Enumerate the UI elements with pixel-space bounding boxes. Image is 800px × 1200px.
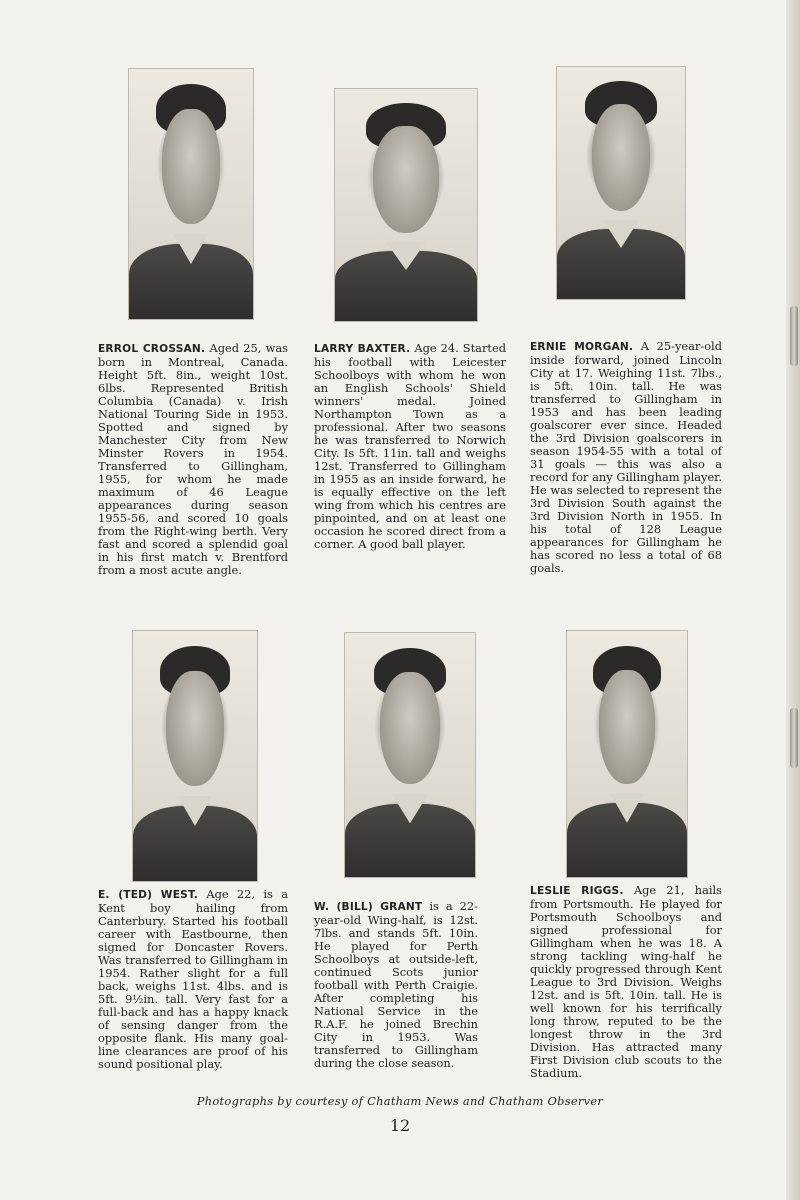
player-name: LESLIE RIGGS. [530,885,624,897]
player-bio-leslie-riggs [530,884,722,1080]
player-description: A 25-year-old inside forward, joined Lincoln City at 17. Weighing 11st. 7lbs., is 5ft. 10in. tall. He was transferred to Gillingham in 1953 and has been leading goalscorer ever since. Headed the 3rd Division goalscorers in season 1954-55 with a total of 31 goals — this was also a record for any Gillingham player. He was selected to represent the 3rd Division South against the 3rd Division North in 1955. In his total of 128 League appearances for Gillingham he has scored no less a total of 68 goals. [530,339,722,575]
player-bio-ted-west [98,888,288,1071]
player-description: Age 21, hails from Portsmouth. He played for Portsmouth Schoolboys and signed professional for Gillingham when he was 18. A strong tackling wing-half he quickly progressed through Kent League to 3rd Division. Weighs 12st. and is 5ft. 10in. tall. He is well known for his terrifically long throw, reputed to be the longest throw in the 3rd Division. Has attracted many First Division club scouts to the Stadium. [530,883,722,1080]
player-photo-ted-west [132,630,258,882]
player-name: ERROL CROSSAN. [98,343,206,355]
player-description: Aged 25, was born in Montreal, Canada. Height 5ft. 8in., weight 10st. 6lbs. Represented British Columbia (Canada) v. Irish National Touring Side in 1953. Spotted and signed by Manchester City from New Minster Rovers in 1954. Transferred to Gillingham, 1955, for whom he made maximum of 46 League appearances during season 1955-56, and scored 10 goals from the Right-wing berth. Very fast and scored a splendid goal in his first match v. Brentford from a most acute angle. [98,341,289,577]
player-bio-ernie-morgan [530,340,722,575]
staple-bottom [790,708,798,768]
photo-credit: Photographs by courtesy of Chatham News and Chatham Observer [196,1094,604,1108]
player-photo-bill-grant [344,632,476,878]
player-photo-errol-crossan [128,68,254,320]
player-bio-errol-crossan [98,342,288,577]
player-name: ERNIE MORGAN. [530,341,634,353]
player-name: W. (BILL) GRANT [314,901,423,913]
player-description: Age 22, is a Kent boy hailing from Canterbury. Started his football career with Eastbourne, then signed for Doncaster Rovers. Was transferred to Gillingham in 1954. Rather slight for a full back, weighs 11st. 4lbs. and is 5ft. 9½in. tall. Very fast for a full-back and has a happy knack of sensing danger from the opposite flank. His many goal-line clearances are proof of his sound positional play. [98,887,288,1071]
player-name: E. (TED) WEST. [98,889,198,901]
player-photo-leslie-riggs [566,630,688,878]
binding-spine [786,0,800,1200]
player-description: Age 24. Started his football with Leicester Schoolboys with whom he won an English Schools' Shield winners' medal. Joined Northampton Town as a professional. After two seasons he was transferred to Norwich City. Is 5ft. 11in. tall and weighs 12st. Transferred to Gillingham in 1955 as an inside forward, he is equally effective on the left wing from which his centres are pinpointed, and on at least one occasion he scored direct from a corner. A good ball player. [314,341,506,551]
page-number: 12 [389,1116,411,1135]
player-photo-ernie-morgan [556,66,686,300]
player-photo-larry-baxter [334,88,478,322]
player-bio-bill-grant [314,900,478,1070]
staple-top [790,306,798,366]
player-description: is a 22-year-old Wing-half, is 12st. 7lbs. and stands 5ft. 10in. He played for Perth Schoolboys at outside-left, continued Scots junior football with Perth Craigie. After completing his National Service in the R.A.F. he joined Brechin City in 1953. Was transferred to Gillingham during the close season. [314,899,478,1070]
player-name: LARRY BAXTER. [314,343,411,355]
player-bio-larry-baxter [314,342,506,551]
